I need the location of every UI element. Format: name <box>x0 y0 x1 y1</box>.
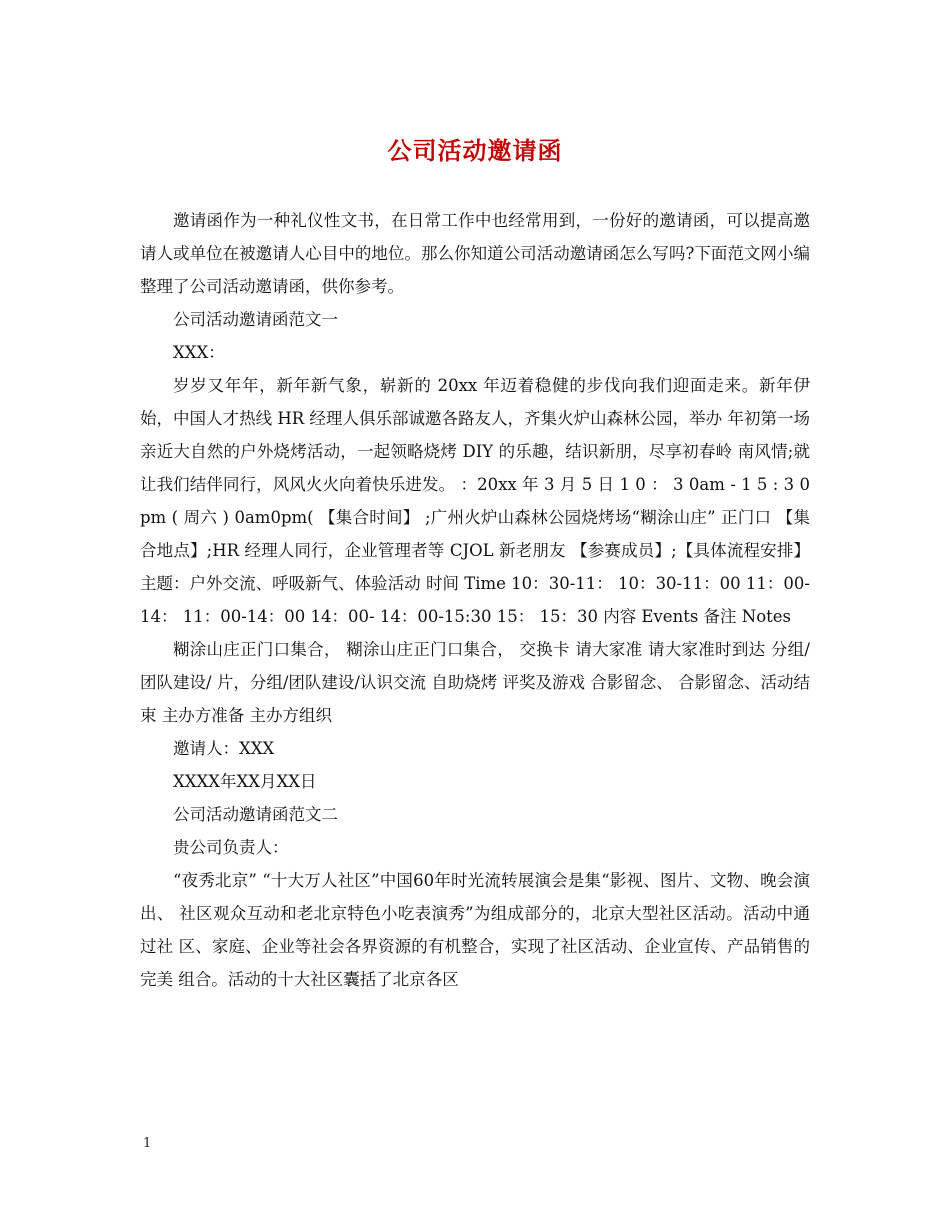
section-heading-sample-one: 公司活动邀请函范文一 <box>173 310 338 329</box>
salutation-two: 贵公司负责人： <box>173 838 289 857</box>
document-title: 公司活动邀请函 <box>387 136 563 165</box>
event-description-paragraph: “夜秀北京” “十大万人社区”中国60年时光流转展演会是集“影视、图片、文物、晚会演出、 社区观众互动和老北京特色小吃表演秀”为组成部分的，北京大型社区活动。活动中通过社 区、家庭、企业等社会各界资源的有机整合，实现了社区活动、企业宣传、产品销售的完美 组合。活动的十大社区囊括了北京各区 <box>140 871 810 989</box>
intro-paragraph: 邀请函作为一种礼仪性文书，在日常工作中也经常用到，一份好的邀请函，可以提高邀请人或单位在被邀请人心目中的地位。那么你知道公司活动邀请函怎么写吗?下面范文网小编整理了公司活动邀请函，供你参考。 <box>140 211 810 296</box>
invitation-paragraph: 岁岁又年年，新年新气象，崭新的 20xx 年迈着稳健的步伐向我们迎面走来。新年伊始，中国人才热线 HR 经理人俱乐部诚邀各路友人，齐集火炉山森林公园，举办 年初第一场亲近大自然的户外烧烤活动，一起领略烧烤 DIY 的乐趣，结识新朋，尽享初春岭 南风情;就让我们结伴同行，风风火火向着快乐进发。 ：20xx 年 3 月 5 日 1 0 ： 3 0am - 1 5 : 3 0pm ( 周六 ) 0am0pm( 【集合时间】 ;广州火炉山森林公园烧烤场“糊涂山庄” 正门口 【集合地点】;HR 经理人同行，企业管理者等 CJOL 新老朋友 【参赛成员】;【具体流程安排】 主题：户外交流、呼吸新气、体验活动 时间 Time 10：30-11： 10：30-11：00 11：00-14： 11：00-14：00 14：00- 14：00-15:30 15： 15：30 内容 Events 备注 Notes <box>140 376 810 626</box>
schedule-paragraph: 糊涂山庄正门口集合， 糊涂山庄正门口集合， 交换卡 请大家准 请大家准时到达 分组/团队建设/ 片，分组/团队建设/认识交流 自助烧烤 评奖及游戏 合影留念、 合影留念、活动结束 主办方准备 主办方组织 <box>140 640 810 725</box>
document-body <box>140 204 810 996</box>
page-number: 1 <box>143 1136 152 1151</box>
section-heading-sample-two: 公司活动邀请函范文二 <box>173 805 338 824</box>
inviter-line: 邀请人：XXX <box>173 739 275 758</box>
salutation: XXX： <box>173 343 225 362</box>
date-line: XXXX年XX月XX日 <box>173 772 317 791</box>
